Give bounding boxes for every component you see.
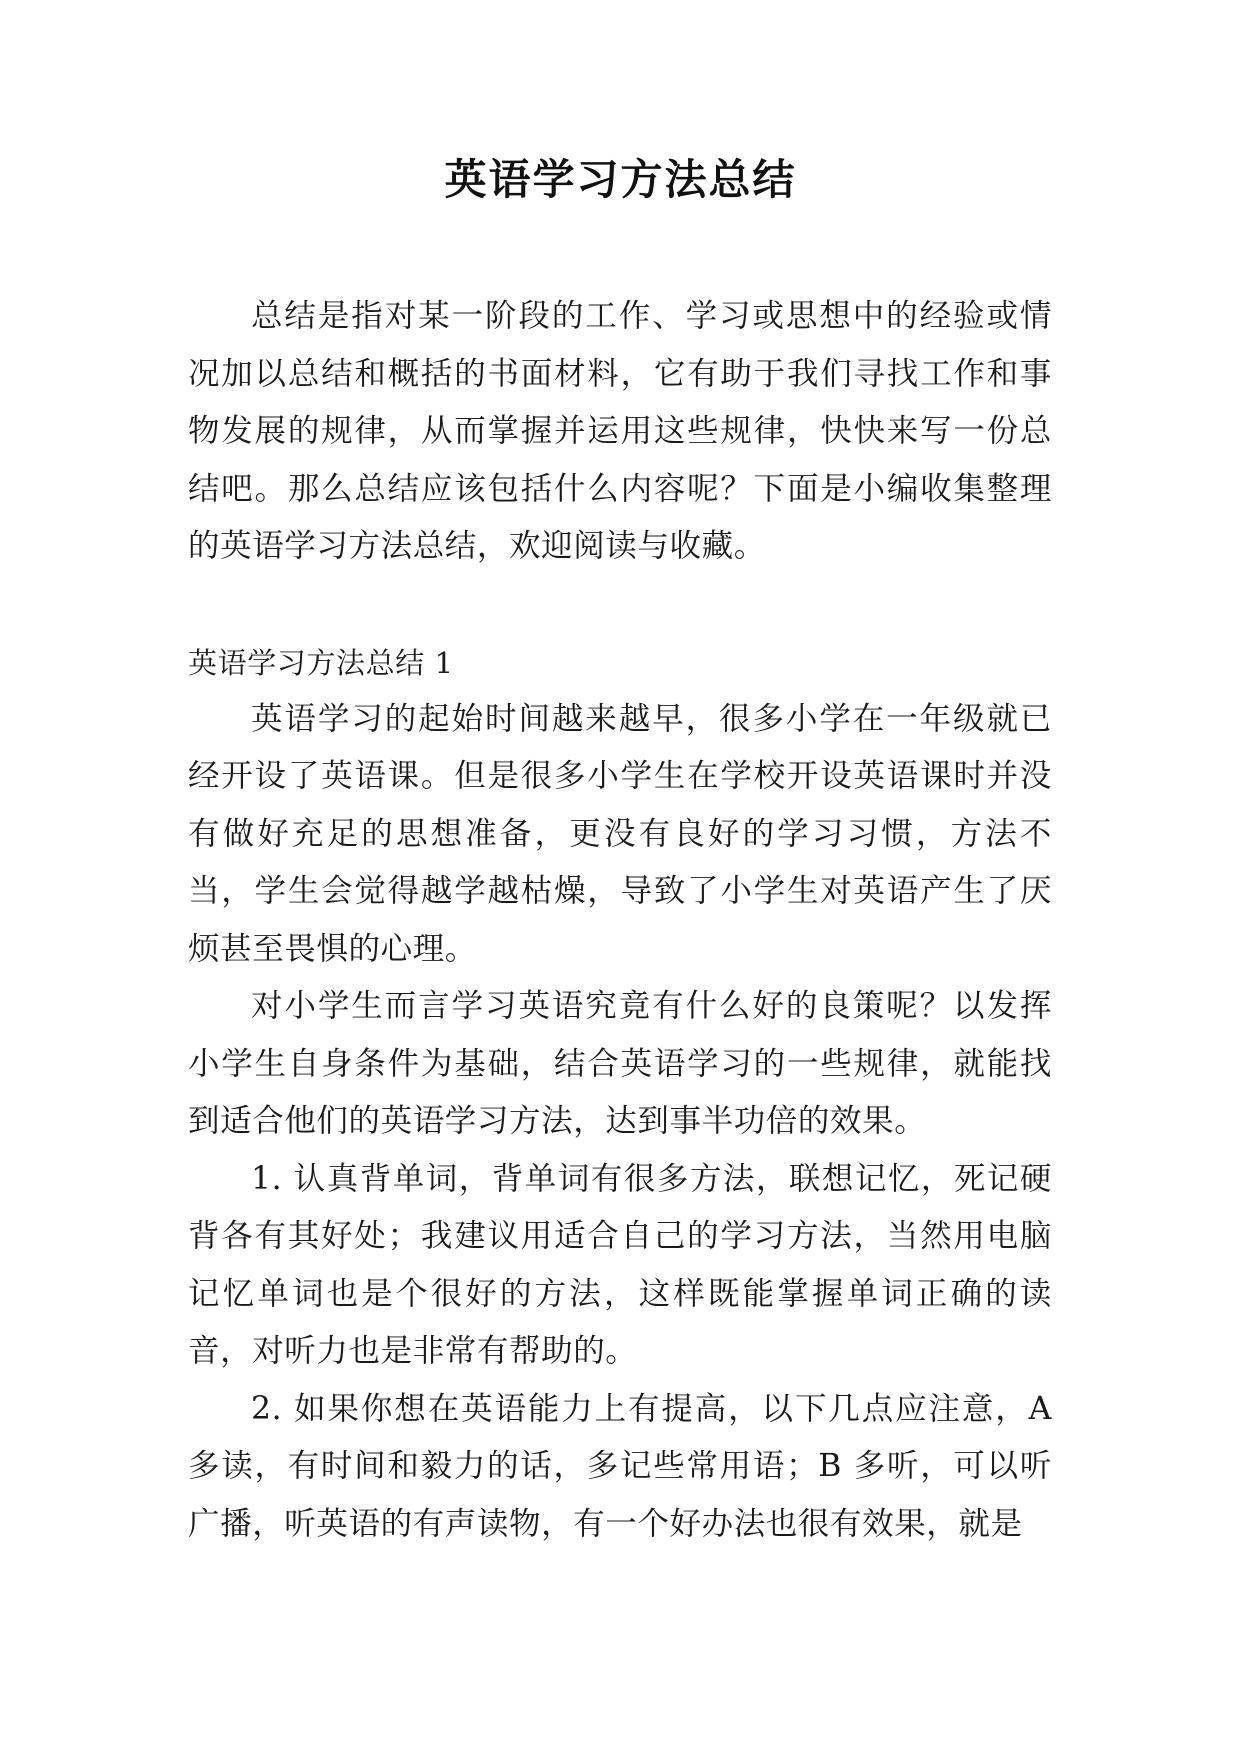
- intro-paragraph: 总结是指对某一阶段的工作、学习或思想中的经验或情况加以总结和概括的书面材料，它有助于我们寻找工作和事物发展的规律，从而掌握并运用这些规律，快快来写一份总结吧。那么总结应该包括什么内容呢？下面是小编收集整理的英语学习方法总结，欢迎阅读与收藏。: [188, 298, 1052, 564]
- document-title: 英语学习方法总结: [444, 155, 797, 204]
- document-body: [188, 288, 1052, 1553]
- numbered-item-2: 2. 如果你想在英语能力上有提高，以下几点应注意，A 多读，有时间和毅力的话，多记些常用语；B 多听，可以听广播，听英语的有声读物，有一个好办法也很有效果，就是: [188, 1390, 1052, 1542]
- numbered-item-1: 1. 认真背单词，背单词有很多方法，联想记忆，死记硬背各有其好处；我建议用适合自己的学习方法，当然用电脑记忆单词也是个很好的方法，这样既能掌握单词正确的读音，对听力也是非常有帮助的。: [188, 1160, 1052, 1369]
- section-paragraph-2: 对小学生而言学习英语究竟有什么好的良策呢？以发挥小学生自身条件为基础，结合英语学习的一些规律，就能找到适合他们的英语学习方法，达到事半功倍的效果。: [188, 988, 1052, 1139]
- section-heading: 英语学习方法总结 1: [188, 645, 454, 680]
- section-paragraph-1: 英语学习的起始时间越来越早，很多小学在一年级就已经开设了英语课。但是很多小学生在学校开设英语课时并没有做好充足的思想准备，更没有良好的学习习惯，方法不当，学生会觉得越学越枯燥，导致了小学生对英语产生了厌烦甚至畏惧的心理。: [188, 700, 1052, 967]
- section-spacer: [188, 576, 1052, 636]
